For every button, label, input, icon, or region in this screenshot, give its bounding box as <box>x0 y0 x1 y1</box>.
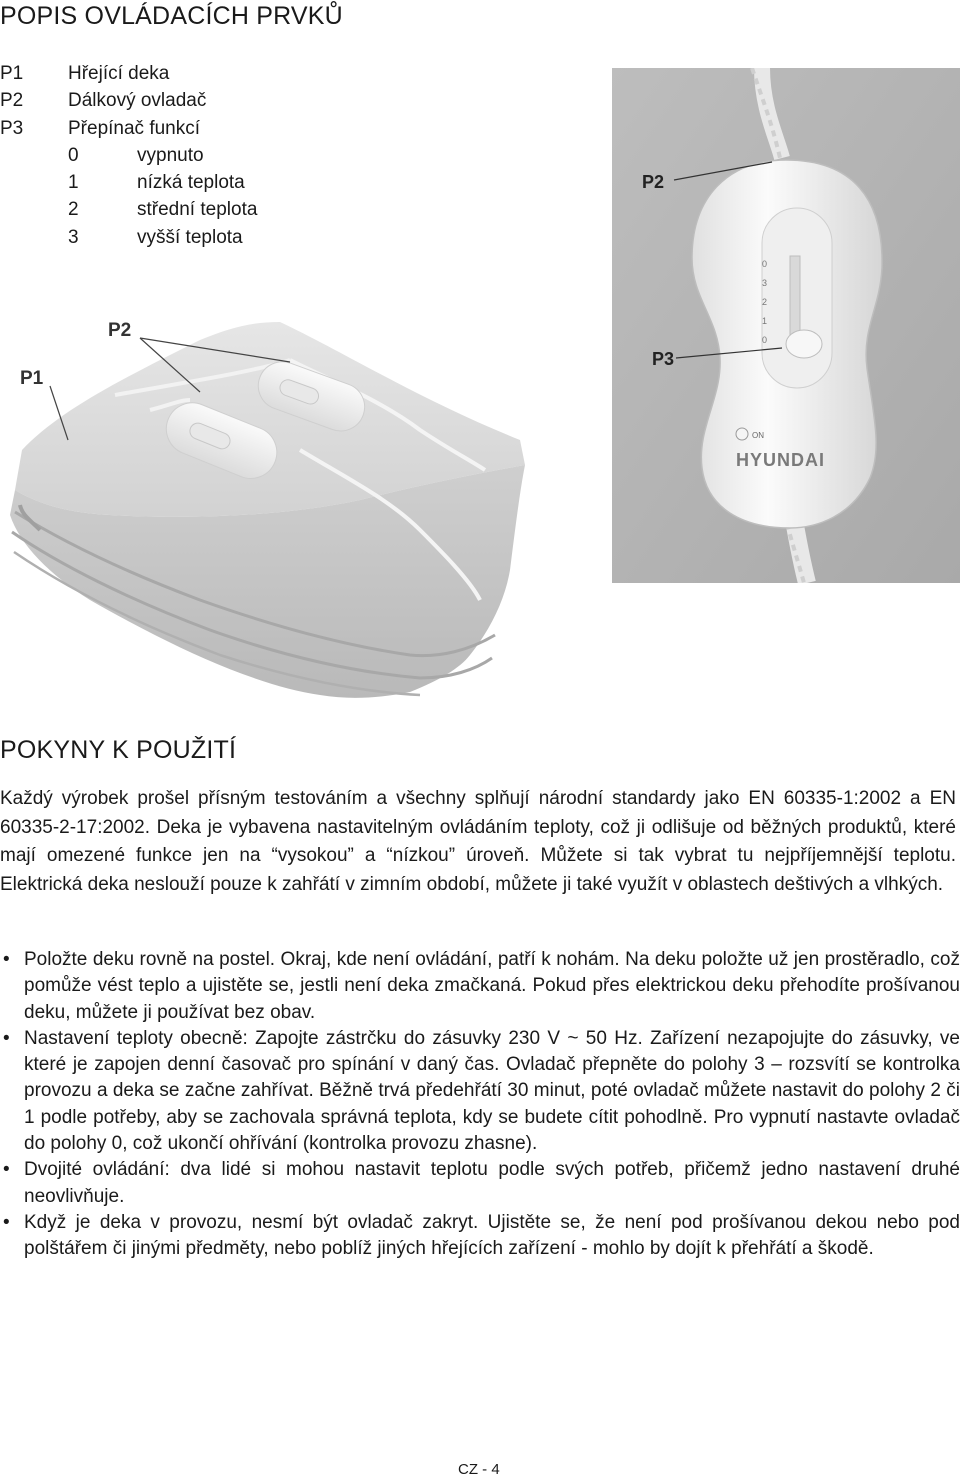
instructions-list <box>0 947 960 1263</box>
part-code: P1 <box>0 63 24 84</box>
list-item <box>0 1210 960 1263</box>
position-code: 0 <box>68 144 79 166</box>
bullet-marker: • <box>3 1159 10 1181</box>
blanket-label-p1: P1 <box>20 368 44 389</box>
power-indicator-icon <box>736 428 748 440</box>
remote-label-p3: P3 <box>652 349 675 369</box>
section-title-controls: POPIS OVLÁDACÍCH PRVKŮ <box>0 2 343 30</box>
remote-photo <box>612 68 960 583</box>
position-label: vypnuto <box>137 144 204 166</box>
position-label: nízká teplota <box>137 172 245 194</box>
intro-paragraph: Každý výrobek prošel přísným testováním a všechny splňují národní standardy jako EN 60335-1:2002 a EN 60335-2-17:2002. Deka je vybavena nastavitelným ovládáním teploty, což ji odlišuje od běžných produktů, které mají omezené funkce jen na “vysokou” a “nízkou” úroveň. Můžete si tak vybrat tu nejpříjemnější teplotu. Elektrická deka neslouží pouze k zahřátí v zimním období, můžete ji také využít v oblastech deštivých a vlhkých. <box>0 788 956 895</box>
blanket-label-p2: P2 <box>108 320 132 341</box>
page-number: CZ - 4 <box>458 1461 500 1478</box>
blanket-photo <box>0 300 540 710</box>
scale-mark: 1 <box>762 316 768 326</box>
scale-mark: 0 <box>762 335 768 345</box>
part-code: P2 <box>0 90 24 112</box>
list-item <box>0 1026 960 1157</box>
position-label: vyšší teplota <box>137 226 243 248</box>
bullet-marker: • <box>3 949 10 970</box>
list-item-text: Dvojité ovládání: dva lidé si mohou nastavit teplotu podle svých potřeb, přičemž jedno nastavení druhé neovlivňuje. <box>24 1159 960 1207</box>
position-code: 1 <box>68 172 79 194</box>
scale-mark: 0 <box>762 259 768 269</box>
part-label: Hřející deka <box>68 63 170 84</box>
scale-mark: 3 <box>762 278 768 288</box>
scale-mark: 2 <box>762 297 768 307</box>
list-item-text: Položte deku rovně na postel. Okraj, kde není ovládání, patří k nohám. Na deku položte už jen prostěradlo, což pomůže vést teplo a ujistěte se, jestli není deka zmačkaná. Pokud přes elektrickou deku přehodíte prošívanou deku, můžete ji používat bez obav. <box>24 949 960 1023</box>
list-item <box>0 947 960 1026</box>
part-label: Dálkový ovladač <box>68 90 207 112</box>
section-title-usage: POKYNY K POUŽITÍ <box>0 736 237 764</box>
position-label: střední teplota <box>137 199 258 221</box>
bullet-marker: • <box>3 1211 10 1233</box>
part-code: P3 <box>0 117 24 139</box>
remote-label-p2: P2 <box>642 172 665 192</box>
position-code: 3 <box>68 226 79 248</box>
list-item-text: Když je deka v provozu, nesmí být ovladač zakryt. Ujistěte se, že není pod prošívanou dekou nebo pod polštářem či jinými předměty, nebo poblíž jiných hřejících zařízení - mohlo by dojít k přehřátí a škodě. <box>24 1211 960 1260</box>
part-label: Přepínač funkcí <box>68 117 201 139</box>
remote-brand: HYUNDAI <box>736 450 826 470</box>
bullet-marker: • <box>3 1027 10 1049</box>
position-code: 2 <box>68 199 79 221</box>
list-item-text: Nastavení teploty obecně: Zapojte zástrčku do zásuvky 230 V ~ 50 Hz. Zařízení nezapojujte do zásuvky, ve které je zapojen denní časovač pro spínání v daný čas. Ovladač přepněte do polohy 3 – rozsvítí se kontrolka provozu a deka se začne zahřívat. Běžně trvá předehřátí 30 minut, poté ovladač můžete nastavit do polohy 2 či 1 podle potřeby, aby se zachovala správná teplota, kdy se budete cítit pohodlně. Pro vypnutí nastavte ovladač do polohy 0, což ukončí ohřívání (kontrolka provozu zhasne). <box>24 1027 960 1155</box>
list-item <box>0 1157 960 1210</box>
remote-on-label: ON <box>752 431 764 440</box>
